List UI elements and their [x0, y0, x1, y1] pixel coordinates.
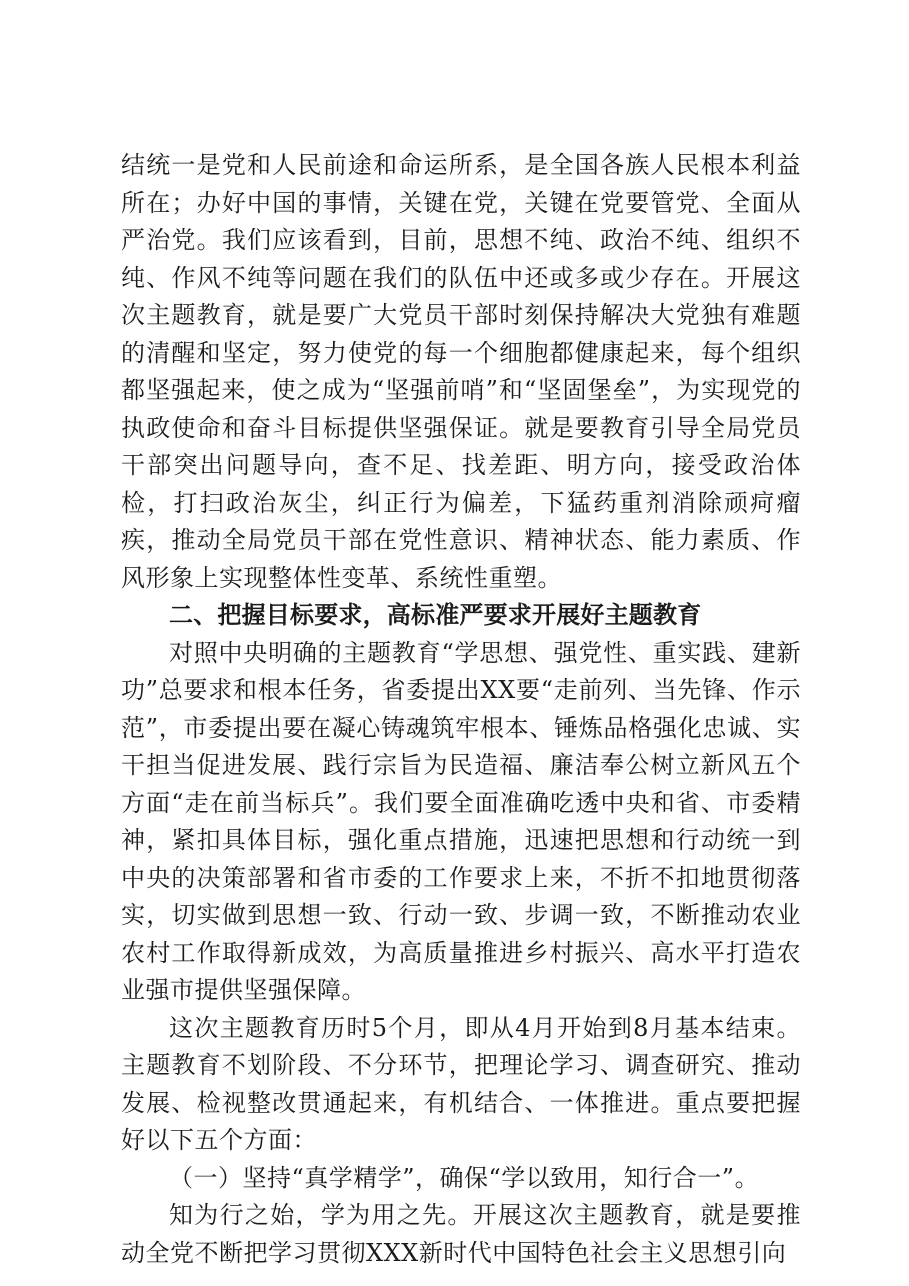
paragraph-body: 对照中央明确的主题教育“学思想、强党性、重实践、建新功”总要求和根本任务，省委提出XX要“走前列、当先锋、作示范”，市委提出要在凝心铸魂筑牢根本、锤炼品格强化忠诚、实干担当促进发展、践行宗旨为民造福、廉洁奉公树立新风五个方面“走在前当标兵”。我们要全面准确吃透中央和省、市委精神，紧扣具体目标，强化重点措施，迅速把思想和行动统一到中央的决策部署和省市委的工作要求上来，不折不扣地贯彻落实，切实做到思想一致、行动一致、步调一致，不断推动农业农村工作取得新成效，为高质量推进乡村振兴、高水平打造农业强市提供坚强保障。 — [121, 638, 801, 1004]
section-heading: 二、把握目标要求，高标准严要求开展好主题教育 — [169, 601, 702, 629]
paragraph-body: 这次主题教育历时5个月，即从4月开始到8月基本结束。主题教育不划阶段、不分环节，把理论学习、调查研究、推动发展、检视整改贯通起来，有机结合、一体推进。重点要把握好以下五个方面： — [121, 1013, 801, 1154]
paragraph-continuation: 结统一是党和人民前途和命运所系，是全国各族人民根本利益所在；办好中国的事情，关键在党，关键在党要管党、全面从严治党。我们应该看到，目前，思想不纯、政治不纯、组织不纯、作风不纯等问题在我们的队伍中还或多或少存在。开展这次主题教育，就是要广大党员干部时刻保持解决大党独有难题的清醒和坚定，努力使党的每一个细胞都健康起来，每个组织都坚强起来，使之成为“坚强前哨”和“坚固堡垒”，为实现党的执政使命和奋斗目标提供坚强保证。就是要教育引导全局党员干部突出问题导向，查不足、找差距、明方向，接受政治体检，打扫政治灰尘，纠正行为偏差，下猛药重剂消除顽疴瘤疾，推动全局党员干部在党性意识、精神状态、能力素质、作风形象上实现整体性变革、系统性重塑。 — [121, 151, 801, 592]
paragraph-body: 知为行之始，学为用之先。开展这次主题教育，就是要推动全党不断把学习贯彻XXX新时代中国特色社会主义思想引向 — [121, 1201, 801, 1267]
subsection-heading: （一）坚持“真学精学”，确保“学以致用，知行合一”。 — [169, 1163, 760, 1192]
document-body — [121, 147, 801, 1272]
